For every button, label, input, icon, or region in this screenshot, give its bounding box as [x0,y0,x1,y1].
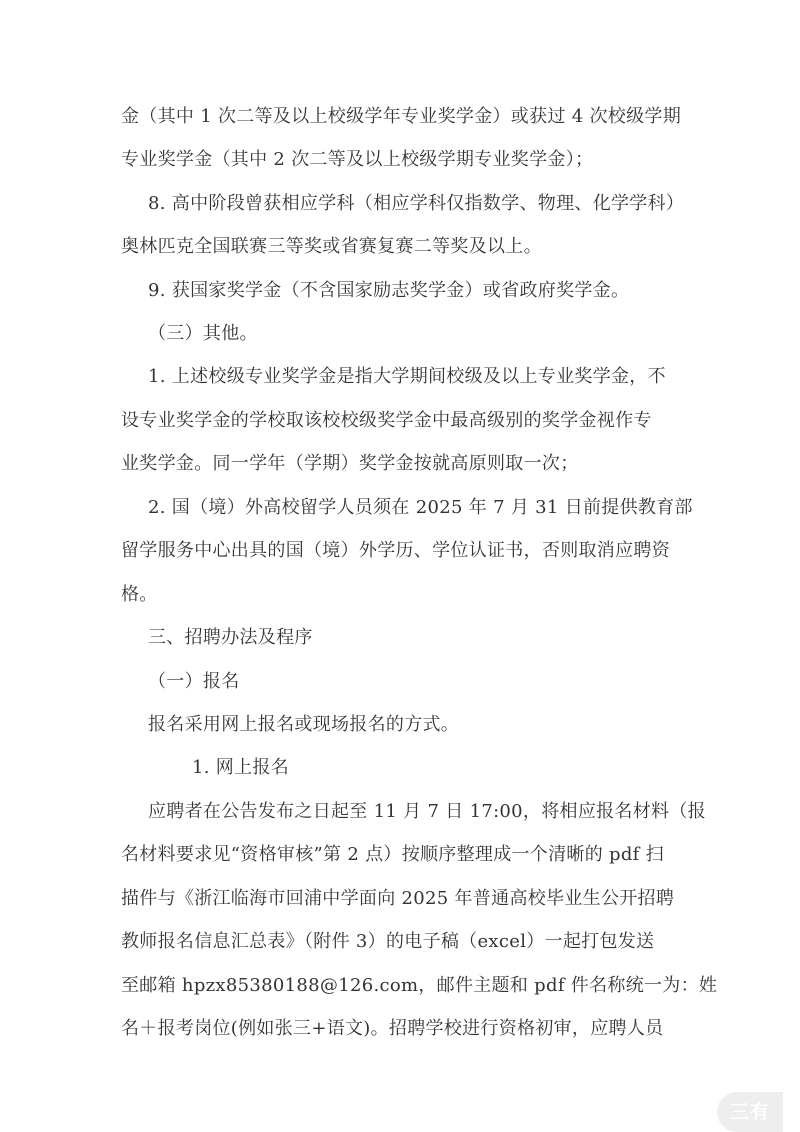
watermark-badge: 三有 [717,1092,783,1132]
text-line: 专业奖学金（其中 2 次二等及以上校级学期专业奖学金）； [121,149,594,170]
text-line: 2. 国（境）外高校留学人员须在 2025 年 7 月 31 日前提供教育部 [148,497,693,518]
text-line: 9. 获国家奖学金（不含国家励志奖学金）或省政府奖学金。 [148,280,630,301]
text-line: 1. 上述校级专业奖学金是指大学期间校级及以上专业奖学金，不 [148,366,666,387]
text-line: 留学服务中心出具的国（境）外学历、学位认证书，否则取消应聘资 [121,540,670,561]
text-line: 格。 [121,584,158,605]
text-line: 名＋报考岗位(例如张三+语文)。招聘学校进行资格初审，应聘人员 [121,1018,664,1039]
text-line: 至邮箱 hpzx85380188@126.com，邮件主题和 pdf 件名称统一为：姓 [121,975,718,996]
text-line: 描件与《浙江临海市回浦中学面向 2025 年普通高校毕业生公开招聘 [121,888,675,909]
section-heading: （三）其他。 [148,323,258,344]
text-line: 应聘者在公告发布之日起至 11 月 7 日 17:00，将相应报名材料（报 [148,801,706,822]
text-line: 设专业奖学金的学校取该校校级奖学金中最高级别的奖学金视作专 [121,410,652,431]
text-line: 报名采用网上报名或现场报名的方式。 [148,714,460,735]
section-heading: 三、招聘办法及程序 [148,627,313,648]
text-line: 奥林匹克全国联赛三等奖或省赛复赛二等奖及以上。 [121,236,542,257]
text-line: 金（其中 1 次二等及以上校级学年专业奖学金）或获过 4 次校级学期 [121,106,681,127]
section-heading: （一）报名 [148,671,240,692]
text-line: 业奖学金。同一学年（学期）奖学金按就高原则取一次； [121,453,579,474]
text-line: 名材料要求见“资格审核”第 2 点）按顺序整理成一个清晰的 pdf 扫 [121,844,664,865]
text-line: 8. 高中阶段曾获相应学科（相应学科仅指数学、物理、化学学科） [148,193,685,214]
section-heading: 1. 网上报名 [192,757,289,778]
text-line: 教师报名信息汇总表》（附件 3）的电子稿（excel）一起打包发送 [121,931,655,952]
